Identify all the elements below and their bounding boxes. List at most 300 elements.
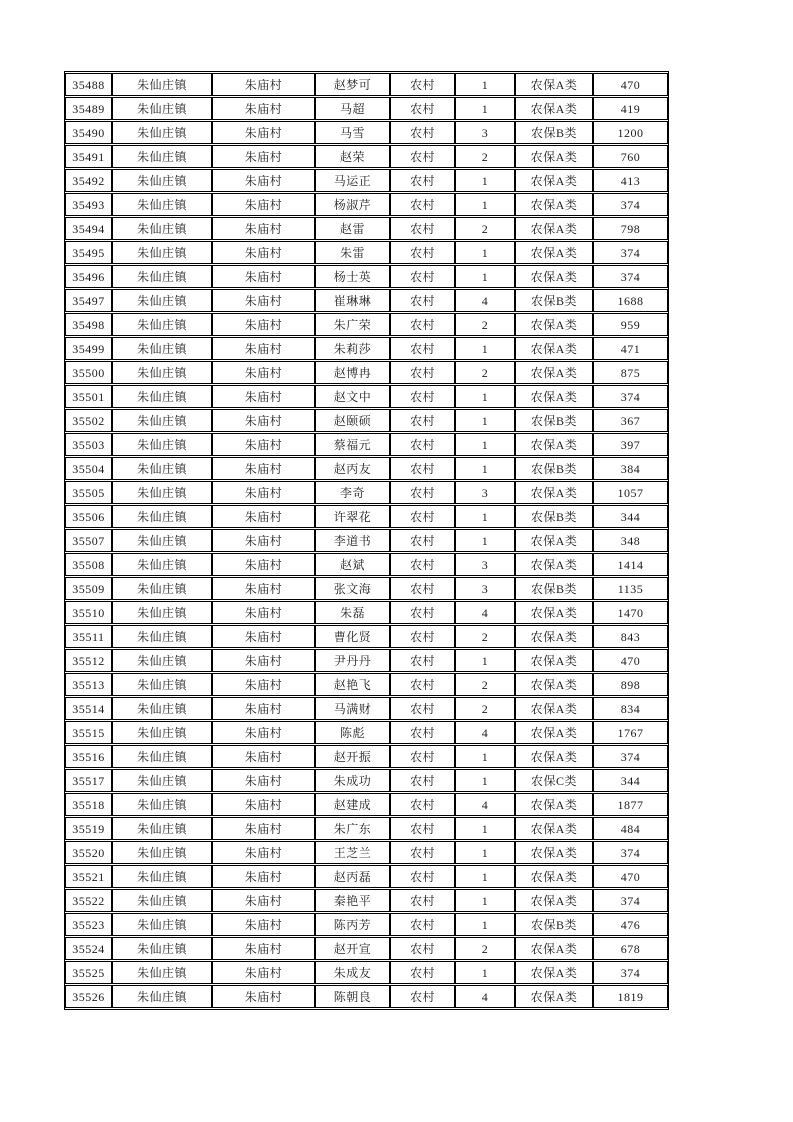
cell-person-name: 赵博冉 xyxy=(315,361,390,384)
cell-village: 朱庙村 xyxy=(212,625,315,648)
cell-person-count: 1 xyxy=(455,649,515,672)
cell-town: 朱仙庄镇 xyxy=(112,73,212,96)
cell-person-count: 1 xyxy=(455,169,515,192)
cell-person-name: 杨士英 xyxy=(315,265,390,288)
cell-serial-number: 35490 xyxy=(65,121,112,144)
cell-household-type: 农村 xyxy=(390,217,455,240)
cell-serial-number: 35496 xyxy=(65,265,112,288)
cell-insurance-category: 农保A类 xyxy=(515,433,593,456)
cell-amount: 470 xyxy=(593,649,668,672)
cell-household-type: 农村 xyxy=(390,793,455,816)
cell-person-name: 尹丹丹 xyxy=(315,649,390,672)
cell-village: 朱庙村 xyxy=(212,97,315,120)
cell-amount: 413 xyxy=(593,169,668,192)
cell-person-count: 1 xyxy=(455,745,515,768)
cell-household-type: 农村 xyxy=(390,937,455,960)
cell-town: 朱仙庄镇 xyxy=(112,745,212,768)
cell-household-type: 农村 xyxy=(390,577,455,600)
table-row xyxy=(65,985,668,1008)
cell-village: 朱庙村 xyxy=(212,361,315,384)
table-row xyxy=(65,265,668,288)
cell-town: 朱仙庄镇 xyxy=(112,217,212,240)
cell-amount: 1767 xyxy=(593,721,668,744)
table-row xyxy=(65,169,668,192)
cell-amount: 1135 xyxy=(593,577,668,600)
table-row xyxy=(65,313,668,336)
cell-serial-number: 35520 xyxy=(65,841,112,864)
cell-town: 朱仙庄镇 xyxy=(112,505,212,528)
table-row xyxy=(65,145,668,168)
cell-insurance-category: 农保B类 xyxy=(515,913,593,936)
cell-village: 朱庙村 xyxy=(212,169,315,192)
cell-amount: 419 xyxy=(593,97,668,120)
cell-person-count: 2 xyxy=(455,313,515,336)
cell-person-count: 2 xyxy=(455,361,515,384)
cell-household-type: 农村 xyxy=(390,745,455,768)
cell-village: 朱庙村 xyxy=(212,433,315,456)
table-row xyxy=(65,841,668,864)
cell-person-count: 1 xyxy=(455,241,515,264)
cell-person-name: 朱莉莎 xyxy=(315,337,390,360)
table-row xyxy=(65,481,668,504)
cell-village: 朱庙村 xyxy=(212,841,315,864)
cell-person-name: 李道书 xyxy=(315,529,390,552)
cell-insurance-category: 农保A类 xyxy=(515,745,593,768)
cell-person-name: 赵荣 xyxy=(315,145,390,168)
cell-town: 朱仙庄镇 xyxy=(112,721,212,744)
cell-serial-number: 35509 xyxy=(65,577,112,600)
cell-household-type: 农村 xyxy=(390,913,455,936)
table-row xyxy=(65,433,668,456)
cell-village: 朱庙村 xyxy=(212,289,315,312)
cell-amount: 470 xyxy=(593,73,668,96)
cell-person-count: 4 xyxy=(455,289,515,312)
cell-household-type: 农村 xyxy=(390,721,455,744)
cell-village: 朱庙村 xyxy=(212,553,315,576)
cell-insurance-category: 农保A类 xyxy=(515,937,593,960)
cell-insurance-category: 农保A类 xyxy=(515,217,593,240)
cell-amount: 484 xyxy=(593,817,668,840)
cell-amount: 374 xyxy=(593,889,668,912)
cell-serial-number: 35497 xyxy=(65,289,112,312)
cell-village: 朱庙村 xyxy=(212,769,315,792)
cell-town: 朱仙庄镇 xyxy=(112,649,212,672)
records-table xyxy=(64,71,669,1010)
cell-insurance-category: 农保A类 xyxy=(515,145,593,168)
cell-person-name: 赵颐硕 xyxy=(315,409,390,432)
cell-insurance-category: 农保B类 xyxy=(515,505,593,528)
cell-town: 朱仙庄镇 xyxy=(112,529,212,552)
cell-serial-number: 35507 xyxy=(65,529,112,552)
cell-town: 朱仙庄镇 xyxy=(112,289,212,312)
cell-amount: 1057 xyxy=(593,481,668,504)
cell-person-name: 赵雷 xyxy=(315,217,390,240)
cell-amount: 1877 xyxy=(593,793,668,816)
cell-insurance-category: 农保A类 xyxy=(515,841,593,864)
cell-person-count: 3 xyxy=(455,121,515,144)
cell-town: 朱仙庄镇 xyxy=(112,889,212,912)
cell-insurance-category: 农保A类 xyxy=(515,385,593,408)
cell-insurance-category: 农保A类 xyxy=(515,481,593,504)
cell-village: 朱庙村 xyxy=(212,505,315,528)
table-row xyxy=(65,601,668,624)
cell-person-count: 2 xyxy=(455,697,515,720)
cell-person-count: 1 xyxy=(455,337,515,360)
cell-amount: 898 xyxy=(593,673,668,696)
cell-person-name: 赵斌 xyxy=(315,553,390,576)
cell-person-count: 1 xyxy=(455,97,515,120)
cell-town: 朱仙庄镇 xyxy=(112,337,212,360)
cell-household-type: 农村 xyxy=(390,697,455,720)
cell-insurance-category: 农保A类 xyxy=(515,241,593,264)
cell-serial-number: 35491 xyxy=(65,145,112,168)
cell-insurance-category: 农保A类 xyxy=(515,193,593,216)
cell-person-name: 陈朝良 xyxy=(315,985,390,1008)
cell-town: 朱仙庄镇 xyxy=(112,841,212,864)
table-row xyxy=(65,721,668,744)
cell-village: 朱庙村 xyxy=(212,265,315,288)
cell-amount: 1688 xyxy=(593,289,668,312)
cell-person-count: 1 xyxy=(455,865,515,888)
table-row xyxy=(65,73,668,96)
cell-village: 朱庙村 xyxy=(212,145,315,168)
cell-insurance-category: 农保A类 xyxy=(515,889,593,912)
cell-town: 朱仙庄镇 xyxy=(112,769,212,792)
cell-household-type: 农村 xyxy=(390,985,455,1008)
table-row xyxy=(65,217,668,240)
cell-town: 朱仙庄镇 xyxy=(112,985,212,1008)
cell-person-name: 陈彪 xyxy=(315,721,390,744)
cell-village: 朱庙村 xyxy=(212,673,315,696)
cell-insurance-category: 农保A类 xyxy=(515,697,593,720)
cell-insurance-category: 农保A类 xyxy=(515,169,593,192)
cell-insurance-category: 农保A类 xyxy=(515,817,593,840)
cell-person-name: 赵开宣 xyxy=(315,937,390,960)
cell-person-name: 杨淑芹 xyxy=(315,193,390,216)
cell-amount: 471 xyxy=(593,337,668,360)
cell-person-count: 1 xyxy=(455,409,515,432)
table-row xyxy=(65,529,668,552)
table-row xyxy=(65,697,668,720)
cell-amount: 476 xyxy=(593,913,668,936)
cell-insurance-category: 农保A类 xyxy=(515,361,593,384)
cell-amount: 959 xyxy=(593,313,668,336)
cell-amount: 348 xyxy=(593,529,668,552)
cell-town: 朱仙庄镇 xyxy=(112,433,212,456)
cell-person-count: 1 xyxy=(455,73,515,96)
table-row xyxy=(65,913,668,936)
cell-person-name: 赵艳飞 xyxy=(315,673,390,696)
cell-person-count: 1 xyxy=(455,913,515,936)
cell-village: 朱庙村 xyxy=(212,457,315,480)
cell-person-count: 2 xyxy=(455,625,515,648)
cell-town: 朱仙庄镇 xyxy=(112,313,212,336)
cell-insurance-category: 农保B类 xyxy=(515,457,593,480)
cell-person-count: 2 xyxy=(455,217,515,240)
cell-person-count: 2 xyxy=(455,937,515,960)
cell-serial-number: 35521 xyxy=(65,865,112,888)
cell-serial-number: 35511 xyxy=(65,625,112,648)
cell-person-count: 1 xyxy=(455,265,515,288)
cell-town: 朱仙庄镇 xyxy=(112,553,212,576)
cell-serial-number: 35505 xyxy=(65,481,112,504)
cell-insurance-category: 农保A类 xyxy=(515,97,593,120)
cell-village: 朱庙村 xyxy=(212,577,315,600)
cell-town: 朱仙庄镇 xyxy=(112,145,212,168)
cell-serial-number: 35508 xyxy=(65,553,112,576)
cell-village: 朱庙村 xyxy=(212,241,315,264)
cell-town: 朱仙庄镇 xyxy=(112,169,212,192)
table-row xyxy=(65,241,668,264)
cell-town: 朱仙庄镇 xyxy=(112,793,212,816)
cell-town: 朱仙庄镇 xyxy=(112,673,212,696)
cell-person-name: 朱雷 xyxy=(315,241,390,264)
cell-serial-number: 35515 xyxy=(65,721,112,744)
cell-town: 朱仙庄镇 xyxy=(112,361,212,384)
cell-village: 朱庙村 xyxy=(212,889,315,912)
cell-household-type: 农村 xyxy=(390,889,455,912)
cell-household-type: 农村 xyxy=(390,481,455,504)
table-row xyxy=(65,385,668,408)
cell-serial-number: 35495 xyxy=(65,241,112,264)
cell-town: 朱仙庄镇 xyxy=(112,601,212,624)
cell-serial-number: 35513 xyxy=(65,673,112,696)
cell-serial-number: 35512 xyxy=(65,649,112,672)
cell-village: 朱庙村 xyxy=(212,193,315,216)
cell-person-name: 蔡福元 xyxy=(315,433,390,456)
cell-serial-number: 35500 xyxy=(65,361,112,384)
cell-town: 朱仙庄镇 xyxy=(112,577,212,600)
table-row xyxy=(65,289,668,312)
cell-person-name: 马满财 xyxy=(315,697,390,720)
table-row xyxy=(65,553,668,576)
cell-person-count: 1 xyxy=(455,889,515,912)
cell-household-type: 农村 xyxy=(390,145,455,168)
cell-insurance-category: 农保A类 xyxy=(515,553,593,576)
cell-amount: 384 xyxy=(593,457,668,480)
cell-amount: 374 xyxy=(593,841,668,864)
cell-town: 朱仙庄镇 xyxy=(112,97,212,120)
table-row xyxy=(65,193,668,216)
cell-person-name: 赵丙磊 xyxy=(315,865,390,888)
cell-amount: 344 xyxy=(593,505,668,528)
cell-village: 朱庙村 xyxy=(212,721,315,744)
cell-person-count: 1 xyxy=(455,961,515,984)
cell-insurance-category: 农保A类 xyxy=(515,265,593,288)
cell-person-name: 朱磊 xyxy=(315,601,390,624)
cell-household-type: 农村 xyxy=(390,529,455,552)
cell-serial-number: 35492 xyxy=(65,169,112,192)
cell-household-type: 农村 xyxy=(390,673,455,696)
cell-village: 朱庙村 xyxy=(212,817,315,840)
cell-serial-number: 35514 xyxy=(65,697,112,720)
table-body xyxy=(65,73,668,1008)
cell-village: 朱庙村 xyxy=(212,913,315,936)
cell-amount: 678 xyxy=(593,937,668,960)
cell-insurance-category: 农保B类 xyxy=(515,409,593,432)
cell-village: 朱庙村 xyxy=(212,961,315,984)
cell-village: 朱庙村 xyxy=(212,121,315,144)
cell-town: 朱仙庄镇 xyxy=(112,409,212,432)
cell-village: 朱庙村 xyxy=(212,985,315,1008)
cell-person-name: 崔琳琳 xyxy=(315,289,390,312)
cell-amount: 798 xyxy=(593,217,668,240)
cell-amount: 843 xyxy=(593,625,668,648)
table-row xyxy=(65,961,668,984)
cell-person-name: 王芝兰 xyxy=(315,841,390,864)
cell-amount: 374 xyxy=(593,193,668,216)
cell-household-type: 农村 xyxy=(390,769,455,792)
cell-serial-number: 35524 xyxy=(65,937,112,960)
cell-town: 朱仙庄镇 xyxy=(112,121,212,144)
cell-household-type: 农村 xyxy=(390,337,455,360)
cell-insurance-category: 农保B类 xyxy=(515,289,593,312)
cell-person-count: 4 xyxy=(455,793,515,816)
table-row xyxy=(65,793,668,816)
cell-amount: 374 xyxy=(593,385,668,408)
table-row xyxy=(65,97,668,120)
cell-village: 朱庙村 xyxy=(212,481,315,504)
cell-person-count: 1 xyxy=(455,817,515,840)
table-row xyxy=(65,865,668,888)
cell-serial-number: 35502 xyxy=(65,409,112,432)
table-row xyxy=(65,673,668,696)
cell-serial-number: 35517 xyxy=(65,769,112,792)
cell-amount: 397 xyxy=(593,433,668,456)
cell-household-type: 农村 xyxy=(390,409,455,432)
cell-insurance-category: 农保A类 xyxy=(515,529,593,552)
table-row xyxy=(65,889,668,912)
table-row xyxy=(65,409,668,432)
cell-amount: 1414 xyxy=(593,553,668,576)
cell-person-count: 1 xyxy=(455,769,515,792)
cell-household-type: 农村 xyxy=(390,601,455,624)
cell-person-count: 1 xyxy=(455,529,515,552)
cell-insurance-category: 农保A类 xyxy=(515,673,593,696)
cell-household-type: 农村 xyxy=(390,457,455,480)
cell-insurance-category: 农保B类 xyxy=(515,121,593,144)
cell-serial-number: 35526 xyxy=(65,985,112,1008)
cell-person-name: 曹化贤 xyxy=(315,625,390,648)
cell-amount: 1819 xyxy=(593,985,668,1008)
cell-amount: 1200 xyxy=(593,121,668,144)
cell-person-count: 3 xyxy=(455,481,515,504)
cell-town: 朱仙庄镇 xyxy=(112,241,212,264)
cell-village: 朱庙村 xyxy=(212,745,315,768)
cell-amount: 374 xyxy=(593,745,668,768)
table-row xyxy=(65,745,668,768)
cell-amount: 367 xyxy=(593,409,668,432)
cell-household-type: 农村 xyxy=(390,169,455,192)
cell-serial-number: 35518 xyxy=(65,793,112,816)
table-row xyxy=(65,505,668,528)
table-row xyxy=(65,457,668,480)
cell-household-type: 农村 xyxy=(390,73,455,96)
cell-household-type: 农村 xyxy=(390,385,455,408)
table-row xyxy=(65,121,668,144)
cell-village: 朱庙村 xyxy=(212,697,315,720)
cell-person-name: 赵开振 xyxy=(315,745,390,768)
cell-village: 朱庙村 xyxy=(212,649,315,672)
cell-person-name: 朱广东 xyxy=(315,817,390,840)
cell-amount: 374 xyxy=(593,265,668,288)
cell-person-name: 马运正 xyxy=(315,169,390,192)
cell-amount: 875 xyxy=(593,361,668,384)
cell-person-name: 马雪 xyxy=(315,121,390,144)
cell-insurance-category: 农保A类 xyxy=(515,313,593,336)
cell-person-name: 赵建成 xyxy=(315,793,390,816)
cell-person-name: 朱成功 xyxy=(315,769,390,792)
cell-person-name: 赵文中 xyxy=(315,385,390,408)
cell-household-type: 农村 xyxy=(390,289,455,312)
cell-serial-number: 35504 xyxy=(65,457,112,480)
cell-person-name: 赵梦可 xyxy=(315,73,390,96)
cell-person-count: 2 xyxy=(455,145,515,168)
cell-person-name: 陈丙芳 xyxy=(315,913,390,936)
cell-town: 朱仙庄镇 xyxy=(112,481,212,504)
cell-serial-number: 35522 xyxy=(65,889,112,912)
cell-insurance-category: 农保A类 xyxy=(515,721,593,744)
cell-person-name: 许翠花 xyxy=(315,505,390,528)
table-row xyxy=(65,577,668,600)
cell-household-type: 农村 xyxy=(390,361,455,384)
cell-person-name: 马超 xyxy=(315,97,390,120)
cell-village: 朱庙村 xyxy=(212,313,315,336)
cell-amount: 374 xyxy=(593,961,668,984)
cell-household-type: 农村 xyxy=(390,97,455,120)
cell-person-count: 3 xyxy=(455,577,515,600)
cell-town: 朱仙庄镇 xyxy=(112,817,212,840)
cell-town: 朱仙庄镇 xyxy=(112,265,212,288)
table-row xyxy=(65,361,668,384)
cell-person-count: 2 xyxy=(455,673,515,696)
cell-insurance-category: 农保B类 xyxy=(515,577,593,600)
cell-insurance-category: 农保A类 xyxy=(515,985,593,1008)
cell-person-count: 1 xyxy=(455,385,515,408)
cell-serial-number: 35498 xyxy=(65,313,112,336)
cell-household-type: 农村 xyxy=(390,553,455,576)
cell-serial-number: 35503 xyxy=(65,433,112,456)
cell-person-name: 秦艳平 xyxy=(315,889,390,912)
cell-serial-number: 35516 xyxy=(65,745,112,768)
cell-town: 朱仙庄镇 xyxy=(112,913,212,936)
cell-household-type: 农村 xyxy=(390,241,455,264)
cell-village: 朱庙村 xyxy=(212,529,315,552)
cell-village: 朱庙村 xyxy=(212,73,315,96)
cell-town: 朱仙庄镇 xyxy=(112,697,212,720)
cell-insurance-category: 农保A类 xyxy=(515,649,593,672)
cell-serial-number: 35493 xyxy=(65,193,112,216)
cell-insurance-category: 农保A类 xyxy=(515,73,593,96)
cell-serial-number: 35501 xyxy=(65,385,112,408)
cell-serial-number: 35519 xyxy=(65,817,112,840)
table-row xyxy=(65,337,668,360)
cell-insurance-category: 农保A类 xyxy=(515,865,593,888)
cell-serial-number: 35489 xyxy=(65,97,112,120)
cell-amount: 470 xyxy=(593,865,668,888)
cell-person-count: 1 xyxy=(455,193,515,216)
cell-household-type: 农村 xyxy=(390,625,455,648)
cell-town: 朱仙庄镇 xyxy=(112,457,212,480)
cell-town: 朱仙庄镇 xyxy=(112,937,212,960)
cell-household-type: 农村 xyxy=(390,265,455,288)
cell-amount: 374 xyxy=(593,241,668,264)
cell-household-type: 农村 xyxy=(390,193,455,216)
cell-person-name: 张文海 xyxy=(315,577,390,600)
cell-village: 朱庙村 xyxy=(212,601,315,624)
cell-amount: 344 xyxy=(593,769,668,792)
cell-person-name: 李奇 xyxy=(315,481,390,504)
